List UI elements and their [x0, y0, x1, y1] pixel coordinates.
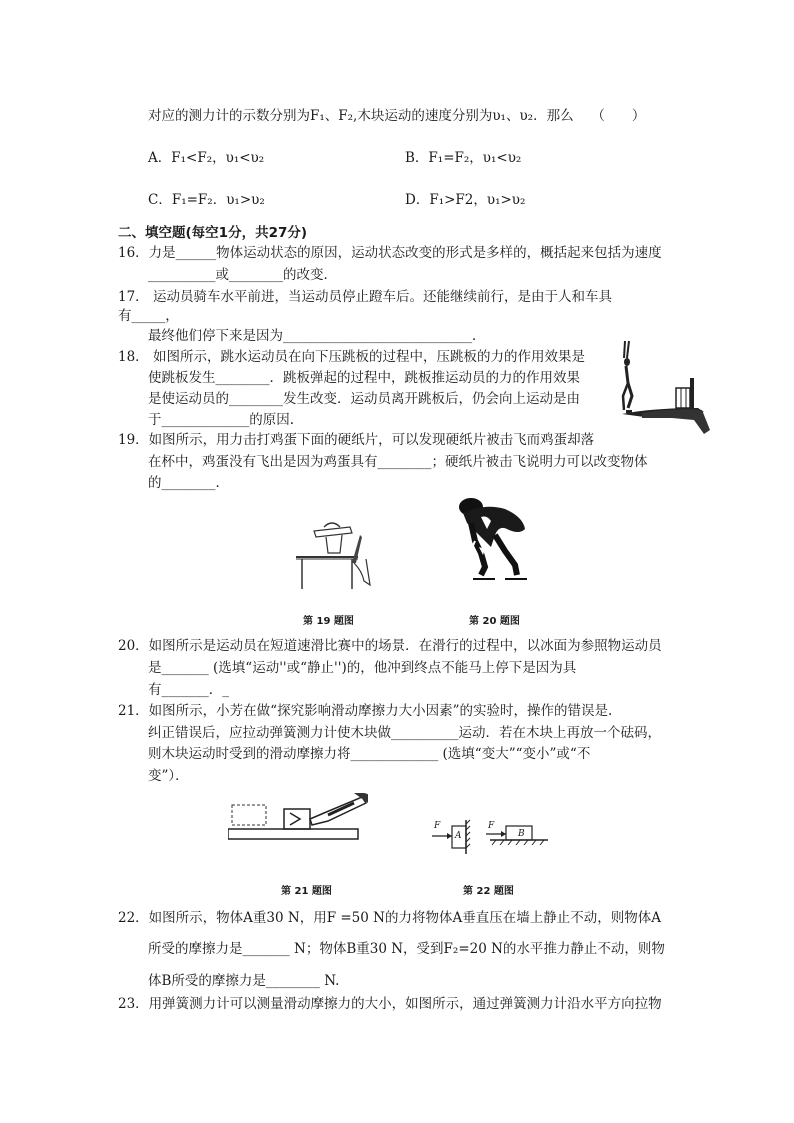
q21-line-2: 纠正错误后，应拉动弹簧测力计使木块做__________运动．若在木块上再放一个砝码， [148, 725, 661, 741]
q20-line-3: 有_______．_ [148, 682, 229, 698]
q21-line-3: 则木块运动时受到的滑动摩擦力将_____________ (选填“变大”“变小”或“不 [148, 746, 591, 762]
q21-line-1: 21．如图所示，小芳在做“探究影响滑动摩擦力大小因素”的实验时，操作的错误是. [118, 703, 613, 719]
fig22-force-b-label: F [488, 821, 495, 831]
q18-line-2: 使跳板发生________．跳板弹起的过程中，跳板推运动员的力的作用效果 [148, 370, 580, 386]
q17-line-3: 最终他们停下来是因为____________________________． [148, 328, 486, 344]
figure-19-caption: 第 19 题图 [303, 616, 354, 627]
fig22-block-b-label: B [518, 829, 525, 839]
figure-21-caption: 第 21 题图 [281, 886, 332, 897]
figure-22-caption: 第 22 题图 [463, 886, 514, 897]
q17-line-1: 17． 运动员骑车水平前进，当运动员停止蹬车后。还能继续前行，是由于人和车具 [118, 289, 612, 305]
q21-line-4: 变”）． [148, 768, 189, 784]
q18-line-4: 于_____________的原因. [148, 412, 295, 428]
q15-option-a: A．F₁<F₂，υ₁<υ₂ [148, 150, 265, 166]
q15-option-c: C．F₁=F₂．υ₁>υ₂ [148, 192, 265, 208]
q20-line-1: 20．如图所示是运动员在短道速滑比赛中的场景．在滑行的过程中，以冰面为参照物运动员 [118, 638, 662, 654]
speed-skater-figure [445, 495, 530, 585]
friction-experiment-figure [228, 793, 368, 863]
q15-option-d: D．F₁>F2，υ₁>υ₂ [405, 192, 526, 208]
q16-line-1: 16．力是______物体运动状态的原因，运动状态改变的形式是多样的，概括起来包括为速度 [118, 245, 662, 261]
q22-line-2: 所受的摩擦力是_______ N；物体B重30 N，受到F₂=20 N的水平推力静止不动，则物 [148, 941, 665, 957]
q19-line-1: 19．如图所示，用力击打鸡蛋下面的硬纸片，可以发现硬纸片被击飞而鸡蛋却落 [118, 432, 595, 448]
figure-20-caption: 第 20 题图 [469, 616, 520, 627]
q18-line-1: 18． 如图所示，跳水运动员在向下压跳板的过程中，压跳板的力的作用效果是 [118, 349, 585, 365]
q15-option-b: B．F₁=F₂，υ₁<υ₂ [405, 150, 522, 166]
fig22-force-a-label: F [434, 821, 441, 831]
egg-inertia-figure [290, 515, 375, 595]
q22-line-3: 体B所受的摩擦力是________ N. [148, 973, 340, 989]
q20-line-2: 是_______ (选填“运动''或“静止'')的，他冲到终点不能马上停下是因为具 [148, 660, 577, 676]
q16-line-2: __________或________的改变． [148, 267, 337, 283]
fig22-block-a-label: A [455, 831, 462, 841]
diving-board-figure [612, 338, 712, 438]
q18-line-3: 是使运动员的________发生改变．运动员离开跳板后，仍会向上运动是由 [148, 391, 580, 407]
q19-line-3: 的________． [148, 475, 229, 491]
q15-stem: 对应的测力计的示数分别为F₁、F₂,木块运动的速度分别为υ₁、υ₂．那么 （ ） [148, 108, 646, 124]
q17-line-2: 有_____， [118, 308, 179, 324]
q22-line-1: 22．如图所示，物体A重30 N，用F =50 N的力将物体A垂直压在墙上静止不动，则物体A [118, 910, 661, 926]
q23-line-1: 23．用弹簧测力计可以测量滑动摩擦力的大小，如图所示，通过弹簧测力计沿水平方向拉物 [118, 996, 662, 1012]
section-title: 二、填空题(每空1分，共27分) [118, 225, 308, 241]
q19-line-2: 在杯中，鸡蛋没有飞出是因为鸡蛋具有________；硬纸片被击飞说明力可以改变物体 [148, 454, 648, 470]
